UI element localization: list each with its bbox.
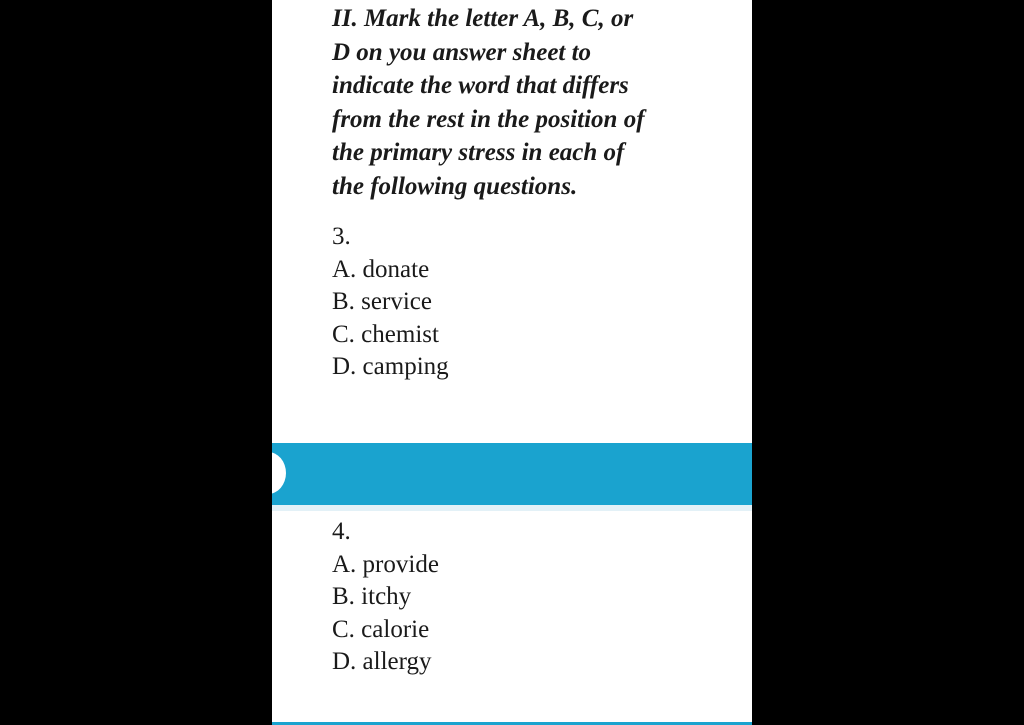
instruction-line: from the rest in the position of [332, 105, 645, 133]
option-c: C. calorie [332, 615, 430, 643]
option-c: C. chemist [332, 320, 439, 348]
option-a: A. donate [332, 255, 430, 283]
instruction-line: indicate the word that differs [332, 72, 629, 99]
option-a: A. provide [332, 550, 439, 578]
option-b: B. service [332, 288, 432, 315]
instruction-line: the primary stress in each of [332, 139, 625, 166]
option-b: B. itchy [332, 583, 412, 610]
instruction-line: D on you answer sheet to [332, 38, 592, 66]
instruction-text [332, 2, 732, 203]
instruction-line: II. Mark the letter A, B, C, or [332, 5, 634, 32]
document-page [272, 0, 752, 725]
section-divider-band [272, 443, 752, 505]
question-4 [332, 516, 439, 679]
question-3 [332, 221, 449, 384]
option-d: D. camping [332, 353, 449, 380]
option-d: D. allergy [332, 648, 432, 675]
question-number: 3. [332, 223, 351, 250]
question-number: 4. [332, 518, 351, 545]
section-divider-shadow [272, 505, 752, 511]
instruction-line: the following questions. [332, 172, 578, 200]
